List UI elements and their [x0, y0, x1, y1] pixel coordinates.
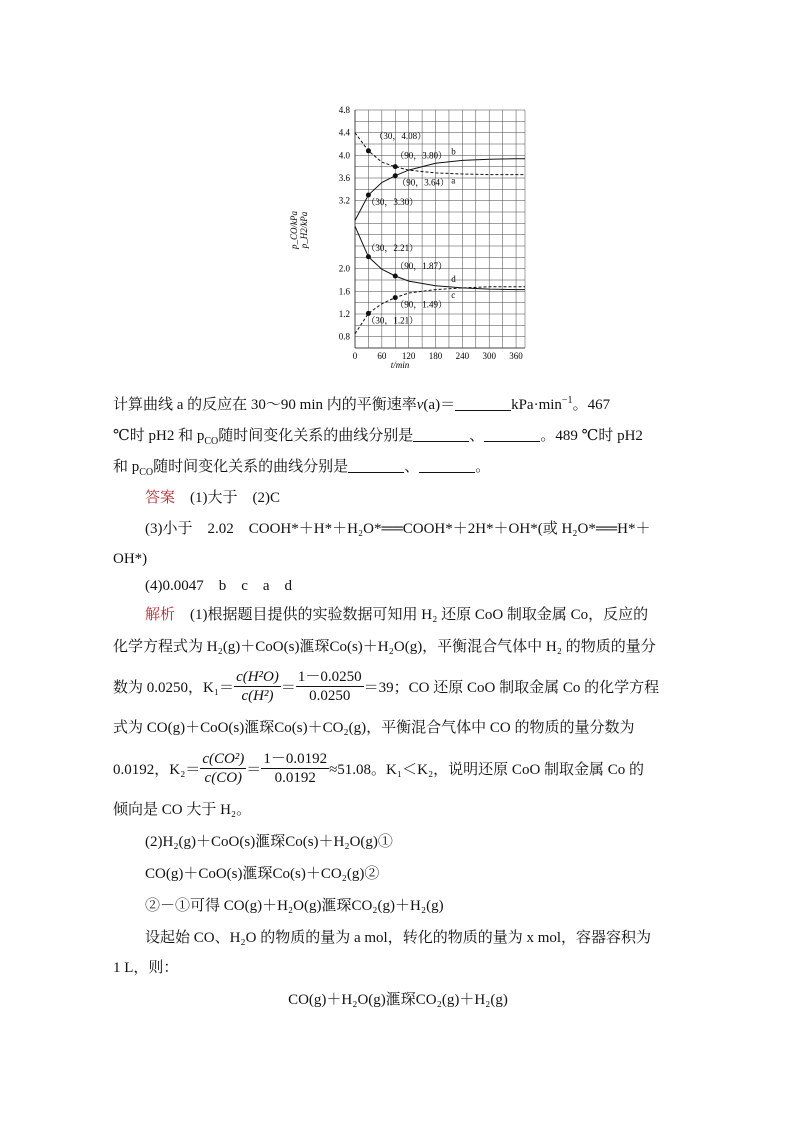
- fraction-k2-b-num: 1－0.0192: [263, 751, 328, 768]
- x-tick-label: 240: [455, 351, 470, 361]
- analysis-4: 式为 CO(g)＋CoO(s)滙琛Co(s)＋CO₂(g)，平衡混合气体中 CO 的物质的量分数为: [113, 720, 635, 736]
- analysis-line-10: [145, 928, 715, 948]
- q3-sep: 、: [404, 459, 420, 475]
- analysis-line-2: [113, 637, 683, 657]
- analysis-5a: 0.0192，K₂＝: [113, 762, 201, 778]
- answer-label: 答案: [145, 490, 176, 506]
- x-tick-label: 180: [428, 351, 443, 361]
- answer-line-1: [145, 488, 715, 508]
- analysis-line-9: [145, 896, 715, 916]
- q1-v-mark: v: [416, 397, 424, 413]
- analysis-line-12: [113, 990, 683, 1010]
- analysis-9: ②－①可得 CO(g)＋H₂O(g)滙琛CO₂(g)＋H₂(g): [145, 898, 444, 914]
- fraction-k1-a-den: c(H²): [241, 688, 274, 705]
- question-line-3: [113, 457, 683, 477]
- analysis-line-7: [145, 832, 715, 852]
- analysis-line-4: [113, 718, 683, 738]
- fraction-k1-a: [234, 668, 281, 705]
- fraction-k2-a: [200, 750, 246, 787]
- curve-label-a: a: [451, 175, 456, 186]
- answer-4: (4)0.0047 b c a d: [145, 578, 293, 594]
- analysis-11: 1 L，则：: [113, 960, 179, 976]
- x-tick-label: 300: [482, 351, 496, 361]
- y-tick-label: 4.4: [338, 127, 350, 138]
- data-point-label: （30，1.21）: [366, 315, 419, 326]
- analysis-12: CO(g)＋H₂O(g)滙琛CO₂(g)＋H₂(g): [288, 992, 508, 1008]
- analysis-1: (1)根据题目提供的实验数据可知用 H₂ 还原 CoO 制取金属 Co，反应的: [190, 607, 649, 623]
- y-tick-label: 1.2: [338, 309, 350, 319]
- fraction-k1-b-num: 1－0.0250: [297, 669, 362, 686]
- blank-5: [419, 458, 475, 473]
- answer-1: (1)大于 (2)C: [190, 490, 281, 506]
- q1-unit-exp: −1: [561, 395, 573, 406]
- y-tick-label: 3.6: [338, 173, 350, 183]
- blank-1: [455, 396, 511, 411]
- data-point-label: （90，3.80）: [395, 150, 448, 161]
- analysis-line-11: [113, 958, 683, 978]
- q1-text: 计算曲线 a 的反应在 30～90 min 内的平衡速率: [113, 397, 417, 413]
- x-tick-label: 0: [352, 351, 358, 361]
- curve-label-b: b: [451, 146, 456, 157]
- analysis-line-1: [145, 605, 715, 625]
- analysis-8: CO(g)＋CoO(s)滙琛Co(s)＋CO₂(g)②: [145, 866, 380, 882]
- q2-text: ℃时 pH2 和 p: [113, 428, 205, 444]
- blank-4: [348, 458, 404, 473]
- q1-text-e: 。467: [572, 397, 611, 413]
- analysis-3-eq: ＝: [280, 680, 296, 696]
- q1-text-b: (a)＝: [423, 397, 456, 413]
- data-point-label: （90，1.49）: [395, 299, 448, 310]
- y-axis-label-co: p_CO/kPa: [289, 211, 299, 249]
- curve-d: [355, 287, 525, 334]
- data-point-label: （30，4.08）: [374, 130, 427, 141]
- y-tick-label: 2.0: [338, 263, 350, 274]
- blank-3: [484, 427, 540, 442]
- x-tick-label: 120: [401, 351, 416, 361]
- pressure-time-chart: [280, 100, 530, 370]
- data-point: [366, 254, 371, 259]
- fraction-k2-b: [261, 750, 329, 787]
- question-line-2: [113, 426, 683, 446]
- analysis-5b: ≈51.08。K₁＜K₂，说明还原 CoO 制取金属 Co 的: [329, 762, 645, 778]
- y-tick-label: 0.8: [338, 331, 350, 342]
- question-line-1: [113, 395, 683, 415]
- analysis-5-eq: ＝: [246, 762, 262, 778]
- data-point-label: （90，3.64）: [397, 177, 450, 188]
- analysis-3a: 数为 0.0250，K₁＝: [113, 680, 235, 696]
- y-tick-label: 4.0: [338, 150, 350, 161]
- curve-label-d: d: [451, 273, 456, 284]
- q3-text: 和 p: [113, 459, 140, 475]
- analysis-2: 化学方程式为 H₂(g)＋CoO(s)滙琛Co(s)＋H₂O(g)，平衡混合气体中 H₂ 的物质的量分: [113, 639, 656, 655]
- fraction-k1-b-den: 0.0250: [309, 688, 351, 705]
- fraction-k1-b: [296, 668, 364, 705]
- data-point-label: （30，3.30）: [366, 197, 419, 207]
- q2-text-b: 随时间变化关系的曲线分别是: [218, 428, 414, 444]
- q2-text-d: 。489 ℃时 pH2: [540, 428, 643, 444]
- y-tick-label: 1.6: [338, 286, 350, 297]
- curve-b: [355, 159, 525, 221]
- q3-text-b: 随时间变化关系的曲线分别是: [153, 459, 349, 475]
- q2-sep: 、: [469, 428, 485, 444]
- analysis-line-6: [113, 800, 683, 820]
- fraction-k2-a-num: c(CO²): [202, 751, 245, 768]
- q1-unit: kPa·min: [511, 397, 562, 413]
- answer-line-3b: [113, 549, 683, 569]
- analysis-label: 解析: [145, 607, 176, 623]
- analysis-6: 倾向是 CO 大于 H₂。: [113, 802, 252, 818]
- x-axis-label: t/min: [390, 360, 410, 370]
- q3-text-d: 。: [475, 459, 491, 475]
- data-point: [393, 274, 398, 279]
- analysis-line-5: [113, 750, 683, 790]
- analysis-3b: ＝39；CO 还原 CoO 制取金属 Co 的化学方程: [363, 680, 660, 696]
- x-tick-label: 60: [377, 351, 387, 361]
- data-point: [366, 148, 371, 153]
- analysis-line-3: [113, 668, 683, 708]
- data-point-label: （90，1.87）: [395, 261, 448, 272]
- answer-3b: OH*): [113, 551, 148, 567]
- answer-3: (3)小于 2.02 COOH*＋H*＋H₂O*══COOH*＋2H*＋OH*(或 H₂O*══H*＋: [145, 521, 651, 537]
- y-tick-label: 4.8: [338, 105, 350, 115]
- analysis-7: (2)H₂(g)＋CoO(s)滙琛Co(s)＋H₂O(g)①: [145, 834, 393, 850]
- data-point: [393, 164, 398, 169]
- fraction-k1-a-num: c(H²O): [236, 669, 279, 686]
- fraction-k2-a-den: c(CO): [204, 770, 243, 787]
- answer-line-3: [145, 519, 715, 539]
- x-tick-label: 360: [509, 351, 523, 361]
- analysis-10: 设起始 CO、H₂O 的物质的量为 a mol，转化的物质的量为 x mol，容器容积为: [145, 930, 652, 946]
- q2-sub: CO: [204, 436, 219, 447]
- fraction-k2-b-den: 0.0192: [274, 770, 316, 787]
- curve-label-c: c: [451, 290, 456, 301]
- blank-2: [413, 427, 469, 442]
- q3-sub: CO: [139, 467, 154, 478]
- answer-line-4: [145, 576, 715, 596]
- y-tick-label: 3.2: [338, 195, 350, 206]
- analysis-line-8: [145, 864, 715, 884]
- y-axis-label-h2: p_H2/kPa: [299, 211, 309, 249]
- data-point-label: （30，2.21）: [366, 242, 419, 253]
